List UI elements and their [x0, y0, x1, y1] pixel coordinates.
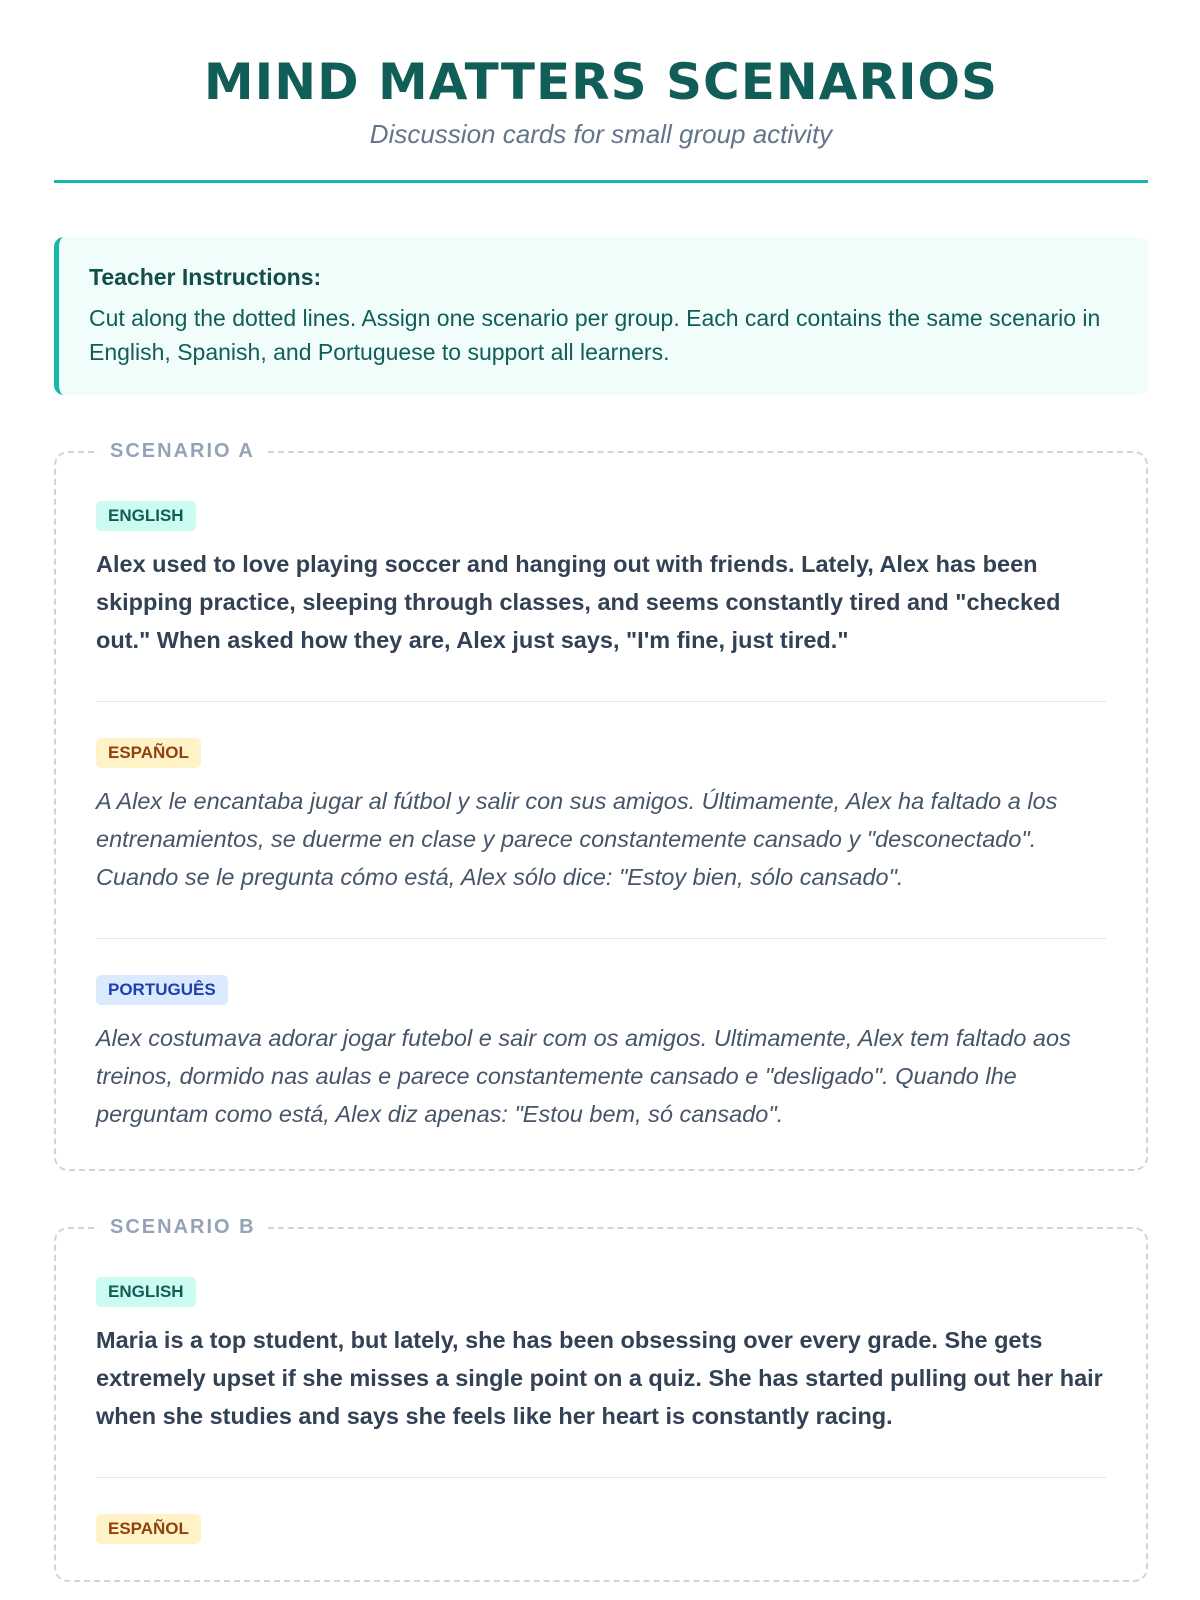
language-badge-spanish: ESPAÑOL: [96, 738, 201, 768]
scenario-text-english: Alex used to love playing soccer and hanging out with friends. Lately, Alex has been skipping practice, sleeping through classes, and seems constantly tired and "checked out." When asked how they are, Alex just says, "I'm fine, just tired.": [96, 551, 1061, 653]
spanish-block: [96, 701, 1106, 896]
language-badge-portuguese: PORTUGUÊS: [96, 975, 228, 1005]
page-subtitle: Discussion cards for small group activity: [369, 119, 833, 149]
scenario-card-b: [54, 1216, 1148, 1582]
language-badge-english: ENGLISH: [96, 1277, 196, 1307]
scenario-label: SCENARIO A: [98, 437, 267, 465]
header-divider: [54, 180, 1148, 183]
teacher-instructions-box: [54, 237, 1148, 395]
scenario-label: SCENARIO B: [98, 1213, 268, 1241]
instructions-text: Cut along the dotted lines. Assign one scenario per group. Each card contains the same scenario in English, Spanish, and Portuguese to support all learners.: [89, 305, 1101, 365]
scenario-text-portuguese: Alex costumava adorar jogar futebol e sair com os amigos. Ultimamente, Alex tem faltado aos treinos, dormido nas aulas e parece constantemente cansado e "desligado". Quando lhe perguntam como está, Alex diz apenas: "Estou bem, só cansado".: [96, 1025, 1071, 1127]
language-badge-english: ENGLISH: [96, 501, 196, 531]
instructions-title: Teacher Instructions:: [89, 264, 322, 290]
worksheet-header: [54, 0, 1148, 183]
english-block: [96, 1277, 1106, 1435]
english-block: [96, 501, 1106, 659]
spanish-block: [96, 1477, 1106, 1544]
portuguese-block: [96, 938, 1106, 1133]
scenario-text-english: Maria is a top student, but lately, she has been obsessing over every grade. She gets extremely upset if she misses a single point on a quiz. She has started pulling out her hair when she studies and says she feels like her heart is constantly racing.: [96, 1327, 1103, 1429]
scenario-card-a: [54, 440, 1148, 1171]
language-badge-spanish: ESPAÑOL: [96, 1514, 201, 1544]
page-title: MIND MATTERS SCENARIOS: [203, 53, 999, 111]
scenario-text-spanish: A Alex le encantaba jugar al fútbol y salir con sus amigos. Últimamente, Alex ha faltado a los entrenamientos, se duerme en clase y parece constantemente cansado y "desconectado". Cuando se le pregunta cómo está, Alex sólo dice: "Estoy bien, sólo cansado".: [96, 788, 1058, 890]
worksheet-page: [54, 0, 1148, 1582]
